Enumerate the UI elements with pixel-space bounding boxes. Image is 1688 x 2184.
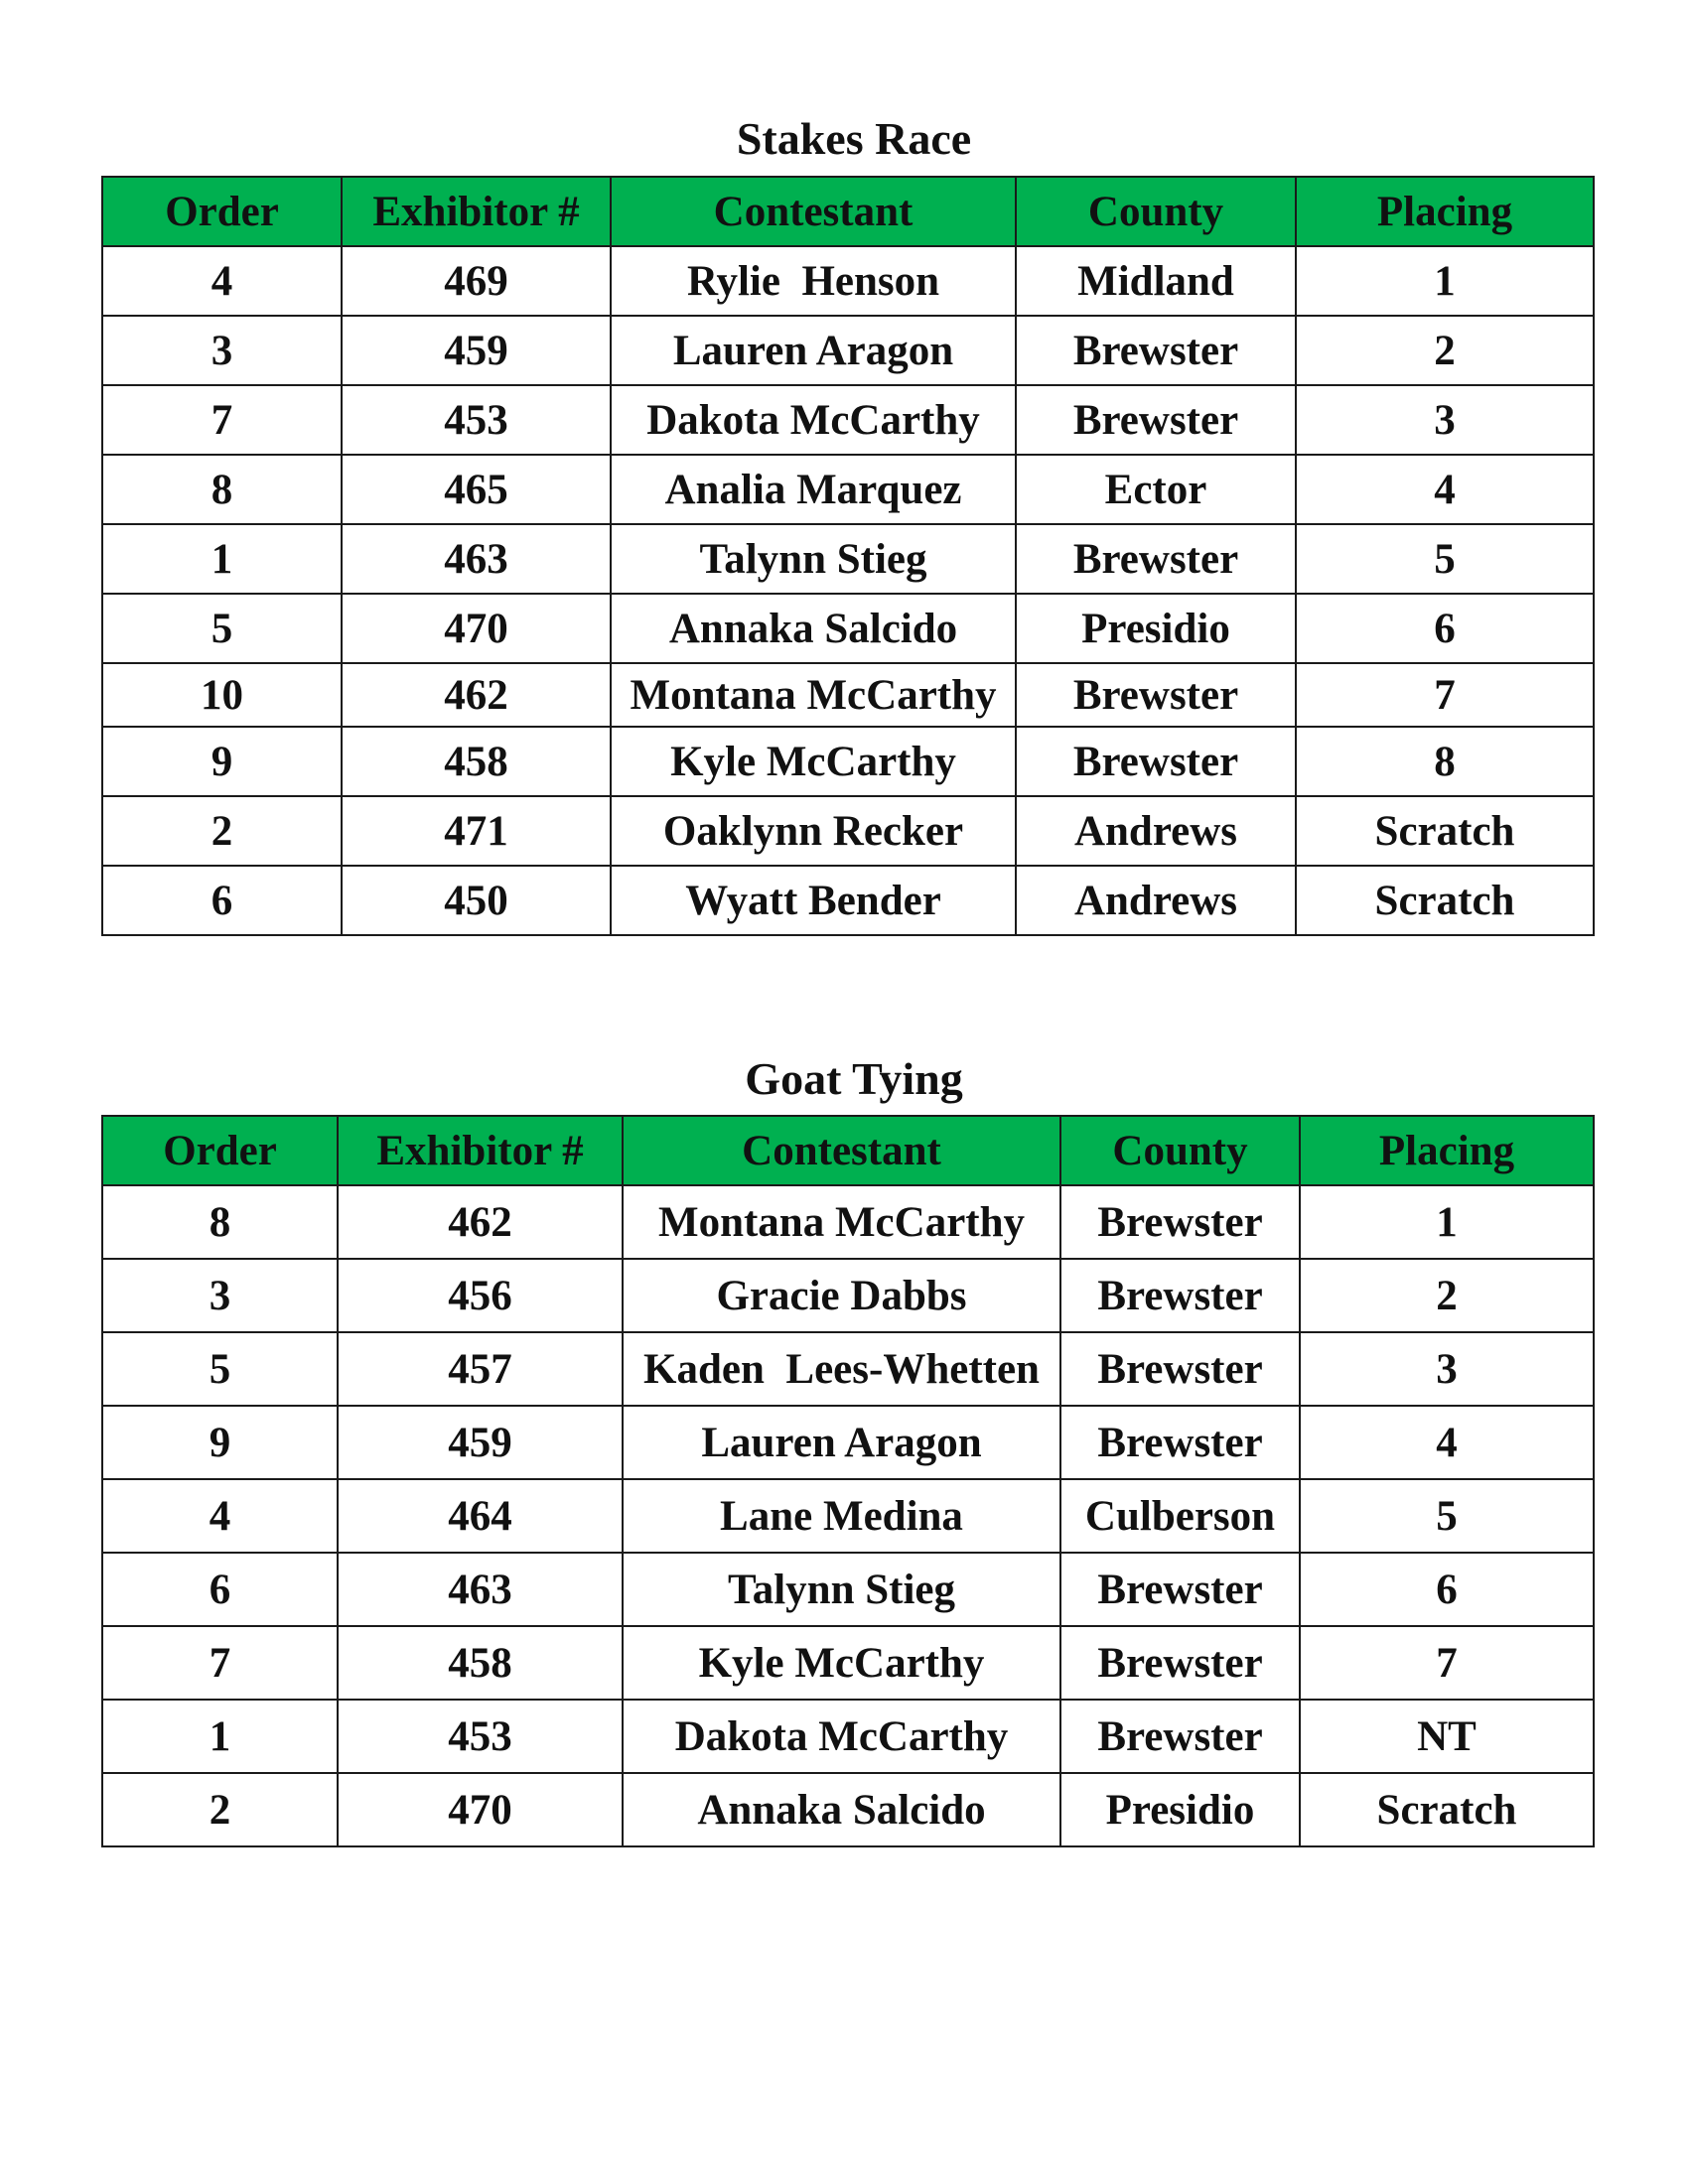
county-cell: Culberson [1060, 1479, 1300, 1553]
contestant-cell: Annaka Salcido [611, 594, 1016, 663]
placing-cell: Scratch [1296, 866, 1594, 935]
placing-cell: 8 [1296, 727, 1594, 796]
exhibitor-cell: 463 [342, 524, 611, 594]
table-row [102, 1259, 1594, 1332]
county-cell: Brewster [1060, 1185, 1300, 1259]
placing-cell: 3 [1296, 385, 1594, 455]
exhibitor-cell: 458 [338, 1626, 623, 1700]
contestant-cell: Rylie Henson [611, 246, 1016, 316]
header-contestant: Contestant [611, 177, 1016, 246]
order-cell: 9 [102, 1406, 338, 1479]
order-cell: 4 [102, 1479, 338, 1553]
contestant-cell: Wyatt Bender [611, 866, 1016, 935]
table-row [102, 316, 1594, 385]
contestant-cell: Montana McCarthy [623, 1185, 1060, 1259]
contestant-cell: Talynn Stieg [623, 1553, 1060, 1626]
table-row [102, 1185, 1594, 1259]
exhibitor-cell: 459 [338, 1406, 623, 1479]
order-cell: 8 [102, 1185, 338, 1259]
county-cell: Brewster [1016, 663, 1296, 727]
table-row [102, 246, 1594, 316]
contestant-cell: Kyle McCarthy [611, 727, 1016, 796]
placing-cell: 4 [1300, 1406, 1594, 1479]
placing-cell: 5 [1300, 1479, 1594, 1553]
county-cell: Brewster [1060, 1626, 1300, 1700]
county-cell: Brewster [1060, 1406, 1300, 1479]
placing-cell: NT [1300, 1700, 1594, 1773]
table-row [102, 727, 1594, 796]
table-row [102, 1332, 1594, 1406]
contestant-cell: Analia Marquez [611, 455, 1016, 524]
table-row [102, 1700, 1594, 1773]
county-cell: Presidio [1060, 1773, 1300, 1846]
table-row [102, 1773, 1594, 1846]
header-row [102, 177, 1594, 246]
header-contestant: Contestant [623, 1116, 1060, 1185]
county-cell: Andrews [1016, 866, 1296, 935]
header-row [102, 1116, 1594, 1185]
exhibitor-cell: 456 [338, 1259, 623, 1332]
placing-cell: 3 [1300, 1332, 1594, 1406]
table-row [102, 524, 1594, 594]
stakes-race-table [101, 176, 1595, 936]
header-exhibitor: Exhibitor # [342, 177, 611, 246]
goat-tying-table [101, 1115, 1595, 1847]
contestant-cell: Montana McCarthy [611, 663, 1016, 727]
exhibitor-cell: 450 [342, 866, 611, 935]
header-placing: Placing [1296, 177, 1594, 246]
county-cell: Andrews [1016, 796, 1296, 866]
contestant-cell: Annaka Salcido [623, 1773, 1060, 1846]
exhibitor-cell: 462 [342, 663, 611, 727]
county-cell: Brewster [1016, 524, 1296, 594]
order-cell: 2 [102, 796, 342, 866]
placing-cell: 2 [1300, 1259, 1594, 1332]
exhibitor-cell: 458 [342, 727, 611, 796]
order-cell: 10 [102, 663, 342, 727]
table-row [102, 594, 1594, 663]
contestant-cell: Oaklynn Recker [611, 796, 1016, 866]
contestant-cell: Talynn Stieg [611, 524, 1016, 594]
order-cell: 6 [102, 1553, 338, 1626]
table-row [102, 1406, 1594, 1479]
order-cell: 7 [102, 385, 342, 455]
county-cell: Brewster [1060, 1553, 1300, 1626]
county-cell: Ector [1016, 455, 1296, 524]
county-cell: Midland [1016, 246, 1296, 316]
table-row [102, 866, 1594, 935]
contestant-cell: Lauren Aragon [611, 316, 1016, 385]
contestant-cell: Kyle McCarthy [623, 1626, 1060, 1700]
contestant-cell: Dakota McCarthy [611, 385, 1016, 455]
goat-tying-title: Goat Tying [745, 1053, 963, 1104]
order-cell: 9 [102, 727, 342, 796]
exhibitor-cell: 471 [342, 796, 611, 866]
header-county: County [1060, 1116, 1300, 1185]
order-cell: 5 [102, 1332, 338, 1406]
placing-cell: 7 [1300, 1626, 1594, 1700]
order-cell: 6 [102, 866, 342, 935]
header-order: Order [102, 177, 342, 246]
county-cell: Presidio [1016, 594, 1296, 663]
contestant-cell: Gracie Dabbs [623, 1259, 1060, 1332]
county-cell: Brewster [1060, 1259, 1300, 1332]
exhibitor-cell: 453 [342, 385, 611, 455]
order-cell: 3 [102, 316, 342, 385]
exhibitor-cell: 463 [338, 1553, 623, 1626]
placing-cell: 2 [1296, 316, 1594, 385]
table-row [102, 1553, 1594, 1626]
exhibitor-cell: 470 [338, 1773, 623, 1846]
exhibitor-cell: 469 [342, 246, 611, 316]
county-cell: Brewster [1060, 1700, 1300, 1773]
table-row [102, 1479, 1594, 1553]
exhibitor-cell: 464 [338, 1479, 623, 1553]
placing-cell: Scratch [1296, 796, 1594, 866]
placing-cell: 4 [1296, 455, 1594, 524]
county-cell: Brewster [1016, 727, 1296, 796]
order-cell: 1 [102, 524, 342, 594]
table-row [102, 1626, 1594, 1700]
table-row [102, 455, 1594, 524]
contestant-cell: Lane Medina [623, 1479, 1060, 1553]
header-order: Order [102, 1116, 338, 1185]
placing-cell: 6 [1296, 594, 1594, 663]
table-row [102, 796, 1594, 866]
placing-cell: Scratch [1300, 1773, 1594, 1846]
order-cell: 7 [102, 1626, 338, 1700]
county-cell: Brewster [1060, 1332, 1300, 1406]
order-cell: 2 [102, 1773, 338, 1846]
contestant-cell: Dakota McCarthy [623, 1700, 1060, 1773]
placing-cell: 1 [1300, 1185, 1594, 1259]
exhibitor-cell: 470 [342, 594, 611, 663]
placing-cell: 6 [1300, 1553, 1594, 1626]
header-placing: Placing [1300, 1116, 1594, 1185]
contestant-cell: Lauren Aragon [623, 1406, 1060, 1479]
county-cell: Brewster [1016, 385, 1296, 455]
placing-cell: 1 [1296, 246, 1594, 316]
stakes-race-title: Stakes Race [736, 113, 972, 164]
exhibitor-cell: 465 [342, 455, 611, 524]
order-cell: 1 [102, 1700, 338, 1773]
contestant-cell: Kaden Lees-Whetten [623, 1332, 1060, 1406]
placing-cell: 5 [1296, 524, 1594, 594]
order-cell: 5 [102, 594, 342, 663]
exhibitor-cell: 462 [338, 1185, 623, 1259]
header-county: County [1016, 177, 1296, 246]
table-row [102, 385, 1594, 455]
order-cell: 8 [102, 455, 342, 524]
county-cell: Brewster [1016, 316, 1296, 385]
exhibitor-cell: 459 [342, 316, 611, 385]
order-cell: 4 [102, 246, 342, 316]
exhibitor-cell: 453 [338, 1700, 623, 1773]
header-exhibitor: Exhibitor # [338, 1116, 623, 1185]
exhibitor-cell: 457 [338, 1332, 623, 1406]
order-cell: 3 [102, 1259, 338, 1332]
placing-cell: 7 [1296, 663, 1594, 727]
table-row [102, 663, 1594, 727]
